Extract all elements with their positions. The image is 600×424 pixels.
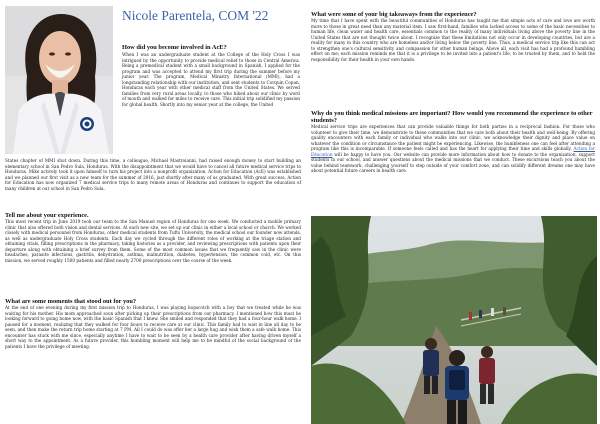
- section-takeaways: [311, 11, 595, 62]
- body-text: will be happy to have you. Our website can provide more information about how to donate to the organization, support students in our school, and answer questions about the medical missions that we conduct. These excursions teach you about the value behind teamwork, challenging yourself to step outside of your comfort zone, and can solidify different dreams one may have about potential future careers in health care.: [311, 151, 595, 174]
- section-body: This most recent trip in June 2019 took our team to the San Manuel region of Honduras for one week. We conducted a mobile primary clinic that also offered both vision and dental services. At each new site, we set up our clinic in either a local school or church. We worked closely with medical personnel from Honduras, other medical students from Tufts University, the medical school our founder now attends, as well as undergraduate Holy Cross students. Each day we cycled through the different roles of working at the triage station and obtaining vitals, filling prescriptions in the pharmacy, taking histories as a provider, and reviewing prescriptions with patients upon their departure along with obtaining a brief survey from them. Some of the most common issues that we frequently saw in the clinic were headaches, parasite infections, gastritis, dehydration, asthma, malnutrition, diabetes, hypertension, the common cold, etc. On this mission, we served roughly 1500 patients and filled nearly 2700 prescriptions over the course of the week.: [5, 219, 301, 263]
- group-hiking-photo: [311, 216, 597, 424]
- section-body: At the end of one evening during my first mission trip to Honduras, I was playing hopscotch with a boy that we treated while he was waiting for his mother. His mom approached soon after picking up their prescriptions from our pharmacy. I mentioned how this must be looking forward to going home now, with the basic Spanish that I knew. She smiled and responded that they had a four-hour walk home. I paused for a moment, realizing that they walked for four hours to receive care at our clinic. This family had to wait in line all day to be seen, and then make the return trip home starting at 7 PM. All I could do was offer her a large hug and wish them a safe walk home. This encounter has stuck with me since, especially anytime I have to wait to be seen by a health care provider after having driven myself a short way to the appointment. As a future provider, this humbling moment will help me to be mindful of the social background of the patients I have the privilege of meeting.: [5, 305, 301, 349]
- section-body: [311, 124, 595, 174]
- body-text: Medical service trips are experiences that can provide valuable things for both parties in a reciprocal fashion. For those who volunteer to give their time, we demonstrate to these communities that we care both about their health and well-being. By offering quality encounters with each family or individual who walks into our clinic, we acknowledge their dignity and place value on whatever the condition or circumstance the patient might be experiencing. Likewise, the humbleness one can feel after attending a program like this is incomparable. If someone feels called and has the heart for applying their time and skills globally,: [311, 124, 595, 152]
- section-body: When I was an undergraduate student at the College of the Holy Cross I was intrigued by the opportunity to provide medical relief to those in Central America. Being a premedical student with a small background in Spanish, I applied for the program and was accepted to attend my first trip during the summer before my junior year. The program, Medical Ministry International (MMI), had a longstanding relationship with our institution, and sent students to Corquin Copan, Honduras each year with other medical staff from the United States. We served families from very rural areas locally, to those who hiked about our clinic by word of mouth and walked for miles to receive care. This initial trip solidified my passion for global health. Shortly into my senior year at the college, the United: [122, 52, 300, 107]
- section-importance: [311, 110, 595, 174]
- action-for-education-link[interactable]: Action for Education: [311, 146, 595, 157]
- section-heading: Tell me about your experience.: [5, 212, 89, 219]
- section-experience: [5, 212, 301, 263]
- section-moments: [5, 298, 301, 349]
- section-heading: What are some moments that stood out for you?: [5, 298, 137, 305]
- section-involvement: [122, 44, 300, 107]
- article-title: Nicole Parentela, COM '22: [122, 8, 269, 23]
- section-heading: Why do you think medical missions are important? How would you recommend the experience to other students?: [311, 110, 593, 124]
- section-heading: How did you become involved in AcE?: [122, 44, 227, 51]
- portrait-photo: [5, 6, 113, 154]
- section-body: My time that I have spent with the beautiful communities of Honduras has taught me that simple acts of care and love are worth more to those in great need than any material item. I saw first-hand, families who lacked access to some of the basic necessities to human life, clean water and health care, essentials common to the reality of many individuals living above the poverty line in the United States that are not thought twice about. I recognize that these limitations not only occur in developing countries, but are a reality for many in this country who are homeless and/or living below the poverty line. Thus, a medical service trip like this can act to strengthen one's cultural sensitivity and compassion for other human beings. Above all, each visit has had a profound humbling effect on me; each mission reminds me that it is a privilege to be invited into a patient's life, to be trusted by them, and to hold the responsibility for their health in your own hands.: [311, 18, 595, 62]
- section-body-continued: States chapter of MMI shut down. During this time, a colleague, Michael Mastroianni, had raised enough money to start building an elementary school in San Pedro Sula, Honduras. With the disappointment that we would have to cancel all future medical service trips to Honduras, Mike actively took it upon himself to turn his project into a nonprofit organization. Action for Education (AcE) was established and we planned our first visit as a new team for the summer of 2016, just shortly after many of us graduated. With great success, Action for Education has now organized 7 medical service trips to many remote areas of Honduras and continues to support the education of many children at our school in San Pedro Sula.: [5, 158, 301, 191]
- section-heading: What were some of your big takeaways from the experience?: [311, 11, 477, 18]
